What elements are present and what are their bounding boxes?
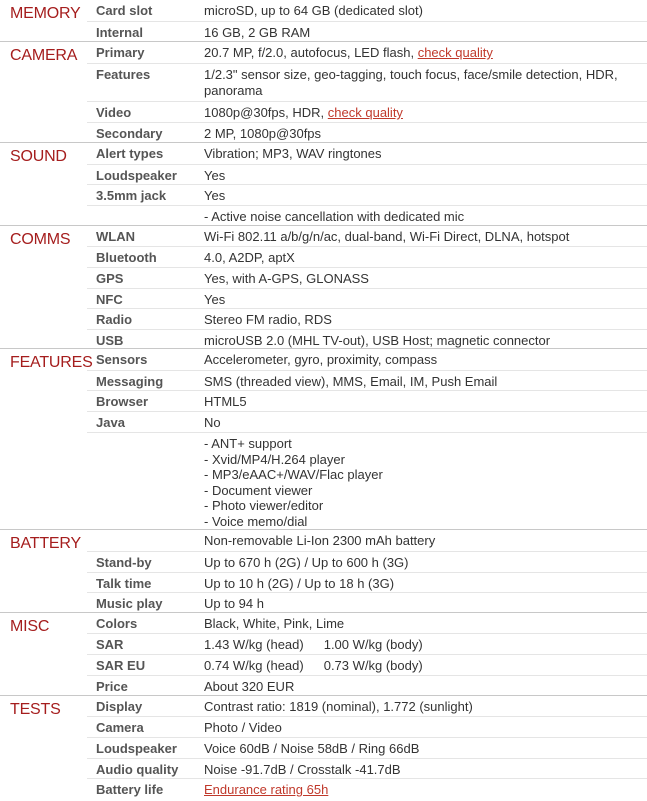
spec-title: Colors (96, 616, 138, 631)
spec-value: microUSB 2.0 (MHL TV-out), USB Host; magnetic connector (204, 333, 551, 348)
spec-row-nfc (87, 288, 647, 308)
section-comms (0, 225, 647, 348)
section-label: MEMORY (10, 5, 81, 22)
section-sound (0, 142, 647, 225)
spec-row-price (87, 675, 647, 696)
spec-title: Alert types (96, 146, 164, 161)
sar-eu-body-value: 0.73 W/kg (body) (323, 658, 423, 673)
spec-value: Up to 94 h (204, 596, 264, 611)
spec-title: Stand-by (96, 555, 152, 570)
section-label: COMMS (10, 231, 71, 248)
section-label: FEATURES (10, 354, 93, 371)
spec-value: 2 MP, 1080p@30fps (204, 126, 322, 141)
spec-value: Voice 60dB / Noise 58dB / Ring 66dB (204, 741, 420, 756)
spec-value (204, 45, 642, 61)
spec-title: SAR EU (96, 658, 146, 673)
section-misc (0, 612, 647, 695)
spec-row-battery-main (87, 530, 647, 551)
spec-title: Radio (96, 312, 133, 327)
section-camera (0, 41, 647, 142)
spec-row-sound-extra (87, 205, 647, 226)
spec-value: About 320 EUR (204, 679, 295, 694)
spec-value: Yes, with A-GPS, GLONASS (204, 271, 369, 286)
spec-row-features-extra (87, 432, 647, 530)
spec-value: Noise -91.7dB / Crosstalk -41.7dB (204, 762, 401, 777)
spec-value-text: 20.7 MP, f/2.0, autofocus, LED flash, (204, 45, 415, 60)
spec-value: 1/2.3" sensor size, geo-tagging, touch focus, face/smile detection, HDR, panorama (204, 67, 618, 98)
spec-value: Photo / Video (204, 720, 282, 735)
section-tests (0, 695, 647, 800)
section-memory (0, 0, 647, 41)
spec-title: NFC (96, 292, 123, 307)
spec-row-sar-eu (87, 654, 647, 675)
spec-row-standby (87, 551, 647, 572)
spec-title: SAR (96, 637, 124, 652)
spec-value-text: 1080p@30fps, HDR, (204, 105, 325, 120)
spec-value: Black, White, Pink, Lime (204, 616, 345, 631)
section-features (0, 348, 647, 529)
spec-title: Primary (96, 45, 145, 60)
spec-value: 16 GB, 2 GB RAM (204, 25, 311, 40)
spec-title: Music play (96, 596, 163, 611)
section-battery (0, 529, 647, 612)
spec-row-test-battery-life (87, 778, 647, 801)
spec-value: Yes (204, 168, 226, 183)
spec-value: Yes (204, 188, 226, 203)
spec-value: microSD, up to 64 GB (dedicated slot) (204, 3, 423, 18)
spec-row-card-slot (87, 0, 647, 21)
section-label: TESTS (10, 701, 61, 718)
spec-row-colors (87, 613, 647, 633)
section-label: BATTERY (10, 535, 81, 552)
spec-value: Non-removable Li-Ion 2300 mAh battery (204, 533, 436, 548)
spec-title: Browser (96, 394, 149, 409)
spec-title: Loudspeaker (96, 741, 177, 756)
spec-title: Loudspeaker (96, 168, 177, 183)
spec-row-primary (87, 42, 647, 63)
spec-title: Video (96, 105, 132, 120)
spec-title: Internal (96, 25, 143, 40)
sar-eu-head-value: 0.74 W/kg (head) (204, 658, 304, 673)
spec-title: Price (96, 679, 128, 694)
check-quality-link[interactable]: check quality (327, 105, 403, 120)
spec-value: Wi-Fi 802.11 a/b/g/n/ac, dual-band, Wi-Fi Direct, DLNA, hotspot (204, 229, 570, 244)
spec-row-jack (87, 184, 647, 205)
spec-row-internal (87, 21, 647, 41)
spec-title: Java (96, 415, 125, 430)
section-label: SOUND (10, 148, 67, 165)
spec-row-test-audio (87, 758, 647, 778)
spec-title: Secondary (96, 126, 163, 141)
spec-value: Contrast ratio: 1819 (nominal), 1.772 (sunlight) (204, 699, 473, 714)
spec-title: Features (96, 67, 151, 82)
spec-row-talk-time (87, 572, 647, 592)
spec-title: Sensors (96, 352, 148, 367)
spec-row-test-display (87, 696, 647, 716)
section-label: CAMERA (10, 47, 78, 64)
spec-value: Stereo FM radio, RDS (204, 312, 332, 327)
spec-row-video (87, 101, 647, 122)
spec-title: WLAN (96, 229, 135, 244)
sar-body-value: 1.00 W/kg (body) (323, 637, 423, 652)
spec-title: 3.5mm jack (96, 188, 167, 203)
spec-title: Display (96, 699, 143, 714)
spec-title: Card slot (96, 3, 153, 18)
spec-title: GPS (96, 271, 124, 286)
sar-head-value: 1.43 W/kg (head) (204, 637, 304, 652)
spec-row-alert-types (87, 143, 647, 164)
spec-row-loudspeaker (87, 164, 647, 184)
spec-row-radio (87, 308, 647, 329)
spec-value: No (204, 415, 221, 430)
spec-row-test-loudspeaker (87, 737, 647, 758)
spec-value: - Active noise cancellation with dedicated mic (204, 209, 465, 224)
check-quality-link[interactable]: check quality (417, 45, 493, 60)
spec-value (204, 658, 642, 674)
spec-row-features (87, 63, 647, 101)
spec-value (204, 105, 642, 121)
spec-value (204, 782, 642, 798)
spec-value: SMS (threaded view), MMS, Email, IM, Push Email (204, 374, 498, 389)
spec-row-sar (87, 633, 647, 654)
spec-row-secondary (87, 122, 647, 143)
spec-row-gps (87, 267, 647, 288)
spec-row-usb (87, 329, 647, 349)
spec-row-browser (87, 390, 647, 411)
spec-title: Audio quality (96, 762, 179, 777)
spec-row-wlan (87, 226, 647, 246)
spec-title: Bluetooth (96, 250, 157, 265)
spec-value (204, 637, 642, 653)
spec-value: 4.0, A2DP, aptX (204, 250, 295, 265)
spec-row-sensors (87, 349, 647, 370)
spec-title: Battery life (96, 782, 164, 797)
spec-title: Messaging (96, 374, 164, 389)
spec-row-messaging (87, 370, 647, 390)
spec-row-test-camera (87, 716, 647, 737)
spec-value: Up to 10 h (2G) / Up to 18 h (3G) (204, 576, 395, 591)
spec-value: Vibration; MP3, WAV ringtones (204, 146, 382, 161)
spec-value: Yes (204, 292, 226, 307)
spec-row-music-play (87, 592, 647, 613)
spec-title: Talk time (96, 576, 152, 591)
spec-row-java (87, 411, 647, 432)
spec-value: HTML5 (204, 394, 247, 409)
spec-row-bluetooth (87, 246, 647, 267)
endurance-rating-link[interactable]: Endurance rating 65h (204, 782, 329, 797)
spec-value: Accelerometer, gyro, proximity, compass (204, 352, 438, 367)
spec-value: Up to 670 h (2G) / Up to 600 h (3G) (204, 555, 409, 570)
spec-title: Camera (96, 720, 144, 735)
section-label: MISC (10, 618, 50, 635)
spec-value: - ANT+ support - Xvid/MP4/H.264 player - MP3/eAAC+/WAV/Flac player - Document viewer - Photo viewer/editor - Voice memo/dial (204, 436, 383, 529)
spec-title: USB (96, 333, 124, 348)
